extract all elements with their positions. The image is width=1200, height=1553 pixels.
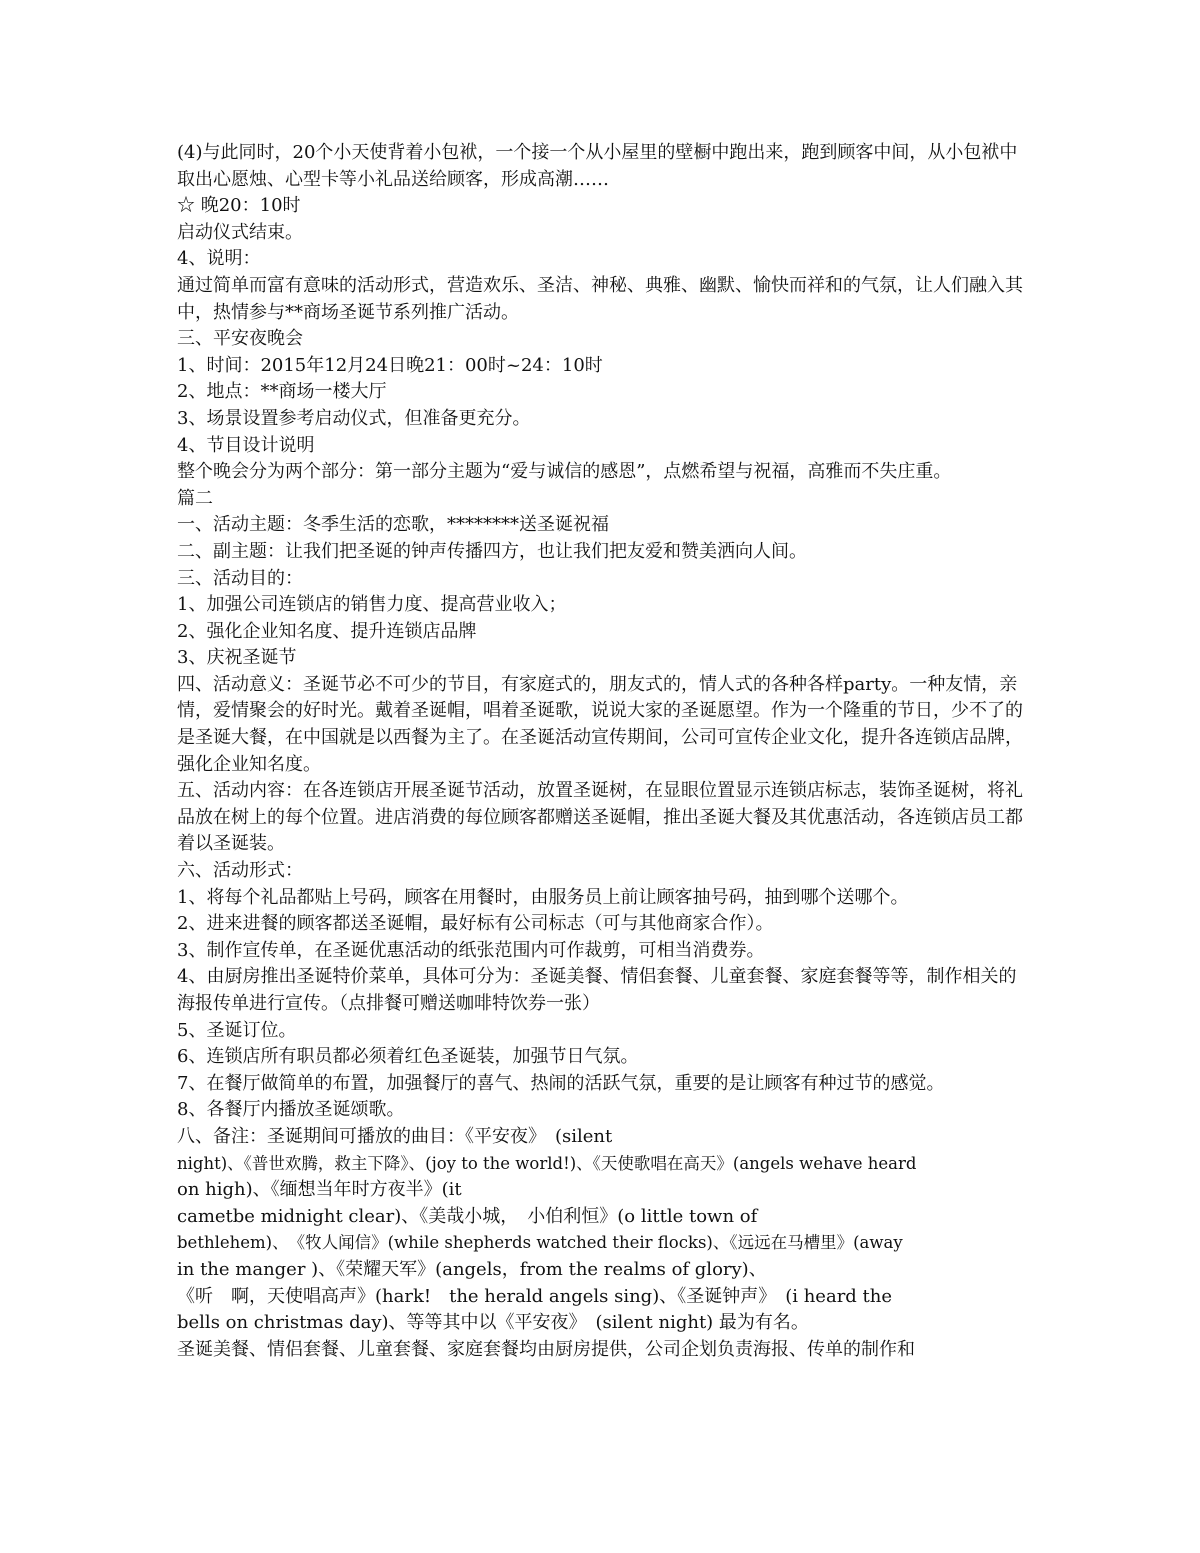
- songs-line: 《听 啊，天使唱高声》(hark! the herald angels sing)、《圣诞钟声》 (i heard the: [177, 1285, 893, 1307]
- paragraph: 1、时间：2015年12月24日晚21：00时~24：10时: [177, 354, 603, 376]
- paragraph: 启动仪式结束。: [177, 221, 303, 243]
- paragraph: 3、场景设置参考启动仪式，但准备更充分。: [177, 407, 531, 429]
- list-item: 2、进来进餐的顾客都送圣诞帽，最好标有公司标志（可与其他商家合作）。: [177, 913, 774, 935]
- list-item: 7、在餐厅做简单的布置，加强餐厅的喜气、热闹的活跃气氛，重要的是让顾客有种过节的感觉。: [177, 1072, 945, 1094]
- section-heading: 三、平安夜晚会: [177, 328, 303, 350]
- paragraph: 整个晚会分为两个部分：第一部分主题为“爱与诚信的感恩”，点燃希望与祝福，高雅而不失庄重。: [177, 461, 952, 483]
- songs-line: on high)、《缅想当年时方夜半》(it: [177, 1179, 462, 1201]
- list-item: 5、圣诞订位。: [177, 1019, 297, 1041]
- songs-line: night)、《普世欢腾，救主下降》、(joy to the world!)、《天使歌唱在高天》(angels wehave heard: [177, 1153, 917, 1173]
- paragraph: 四、活动意义：圣诞节必不可少的节目，有家庭式的，朋友式的，情人式的各种各样party。一种友情，亲情，爱情聚会的好时光。戴着圣诞帽，唱着圣诞歌，说说大家的圣诞愿望。作为一个隆重的节日，少不了的是圣诞大餐，在中国就是以西餐为主了。在圣诞活动宣传期间，公司可宣传企业文化，提升各连锁店品牌，强化企业知名度。: [177, 673, 1023, 775]
- paragraph: 一、活动主题：冬季生活的恋歌，********送圣诞祝福: [177, 514, 609, 536]
- paragraph: 五、活动内容：在各连锁店开展圣诞节活动，放置圣诞树，在显眼位置显示连锁店标志，装饰圣诞树，将礼品放在树上的每个位置。进店消费的每位顾客都赠送圣诞帽，推出圣诞大餐及其优惠活动，各连锁店员工都着以圣诞装。: [177, 780, 1023, 855]
- paragraph: 通过简单而富有意味的活动形式，营造欢乐、圣洁、神秘、典雅、幽默、愉快而祥和的气氛，让人们融入其中，热情参与**商场圣诞节系列推广活动。: [177, 274, 1023, 323]
- section-heading: 4、说明：: [177, 248, 261, 270]
- chapter-heading: 篇二: [177, 487, 213, 509]
- list-item: 3、制作宣传单，在圣诞优惠活动的纸张范围内可作裁剪，可相当消费券。: [177, 939, 765, 961]
- list-item: 2、强化企业知名度、提升连锁店品牌: [177, 620, 477, 642]
- document-body: [177, 140, 1027, 1363]
- list-item: 6、连锁店所有职员都必须着红色圣诞装，加强节日气氛。: [177, 1046, 639, 1068]
- section-heading: 六、活动形式：: [177, 860, 303, 882]
- list-item: 1、将每个礼品都贴上号码，顾客在用餐时，由服务员上前让顾客抽号码，抽到哪个送哪个。: [177, 886, 909, 908]
- songs-line: 八、备注：圣诞期间可播放的曲目：《平安夜》 (silent: [177, 1125, 613, 1147]
- list-item: 3、庆祝圣诞节: [177, 647, 297, 669]
- paragraph: 2、地点：**商场一楼大厅: [177, 381, 387, 403]
- list-item: 1、加强公司连锁店的销售力度、提高营业收入；: [177, 594, 567, 616]
- list-item: 8、各餐厅内播放圣诞颂歌。: [177, 1099, 405, 1121]
- paragraph: 圣诞美餐、情侣套餐、儿童套餐、家庭套餐均由厨房提供，公司企划负责海报、传单的制作和: [177, 1338, 915, 1360]
- songs-note: [177, 1124, 1027, 1337]
- songs-line: bells on christmas day)、等等其中以《平安夜》 (silent night) 最为有名。: [177, 1312, 809, 1334]
- list-item: 4、由厨房推出圣诞特价菜单，具体可分为：圣诞美餐、情侣套餐、儿童套餐、家庭套餐等等，制作相关的海报传单进行宣传。（点排餐可赠送咖啡特饮券一张）: [177, 966, 1017, 1014]
- section-heading: 三、活动目的：: [177, 567, 303, 589]
- songs-line: cametbe midnight clear)、《美哉小城， 小伯利恒》(o little town of: [177, 1205, 758, 1227]
- songs-line: bethlehem)、 《牧人闻信》(while shepherds watched their flocks)、《远远在马槽里》(away: [177, 1233, 903, 1253]
- paragraph: 二、副主题：让我们把圣诞的钟声传播四方，也让我们把友爱和赞美洒向人间。: [177, 540, 807, 562]
- paragraph: (4)与此同时，20个小天使背着小包袱，一个接一个从小屋里的壁橱中跑出来，跑到顾客中间，从小包袱中取出心愿烛、心型卡等小礼品送给顾客，形成高潮……: [177, 142, 1018, 190]
- section-heading: 4、节目设计说明: [177, 434, 315, 456]
- songs-line: in the manger )、《荣耀天军》(angels，from the realms of glory)、: [177, 1258, 767, 1280]
- paragraph: ☆ 晚20：10时: [177, 195, 301, 217]
